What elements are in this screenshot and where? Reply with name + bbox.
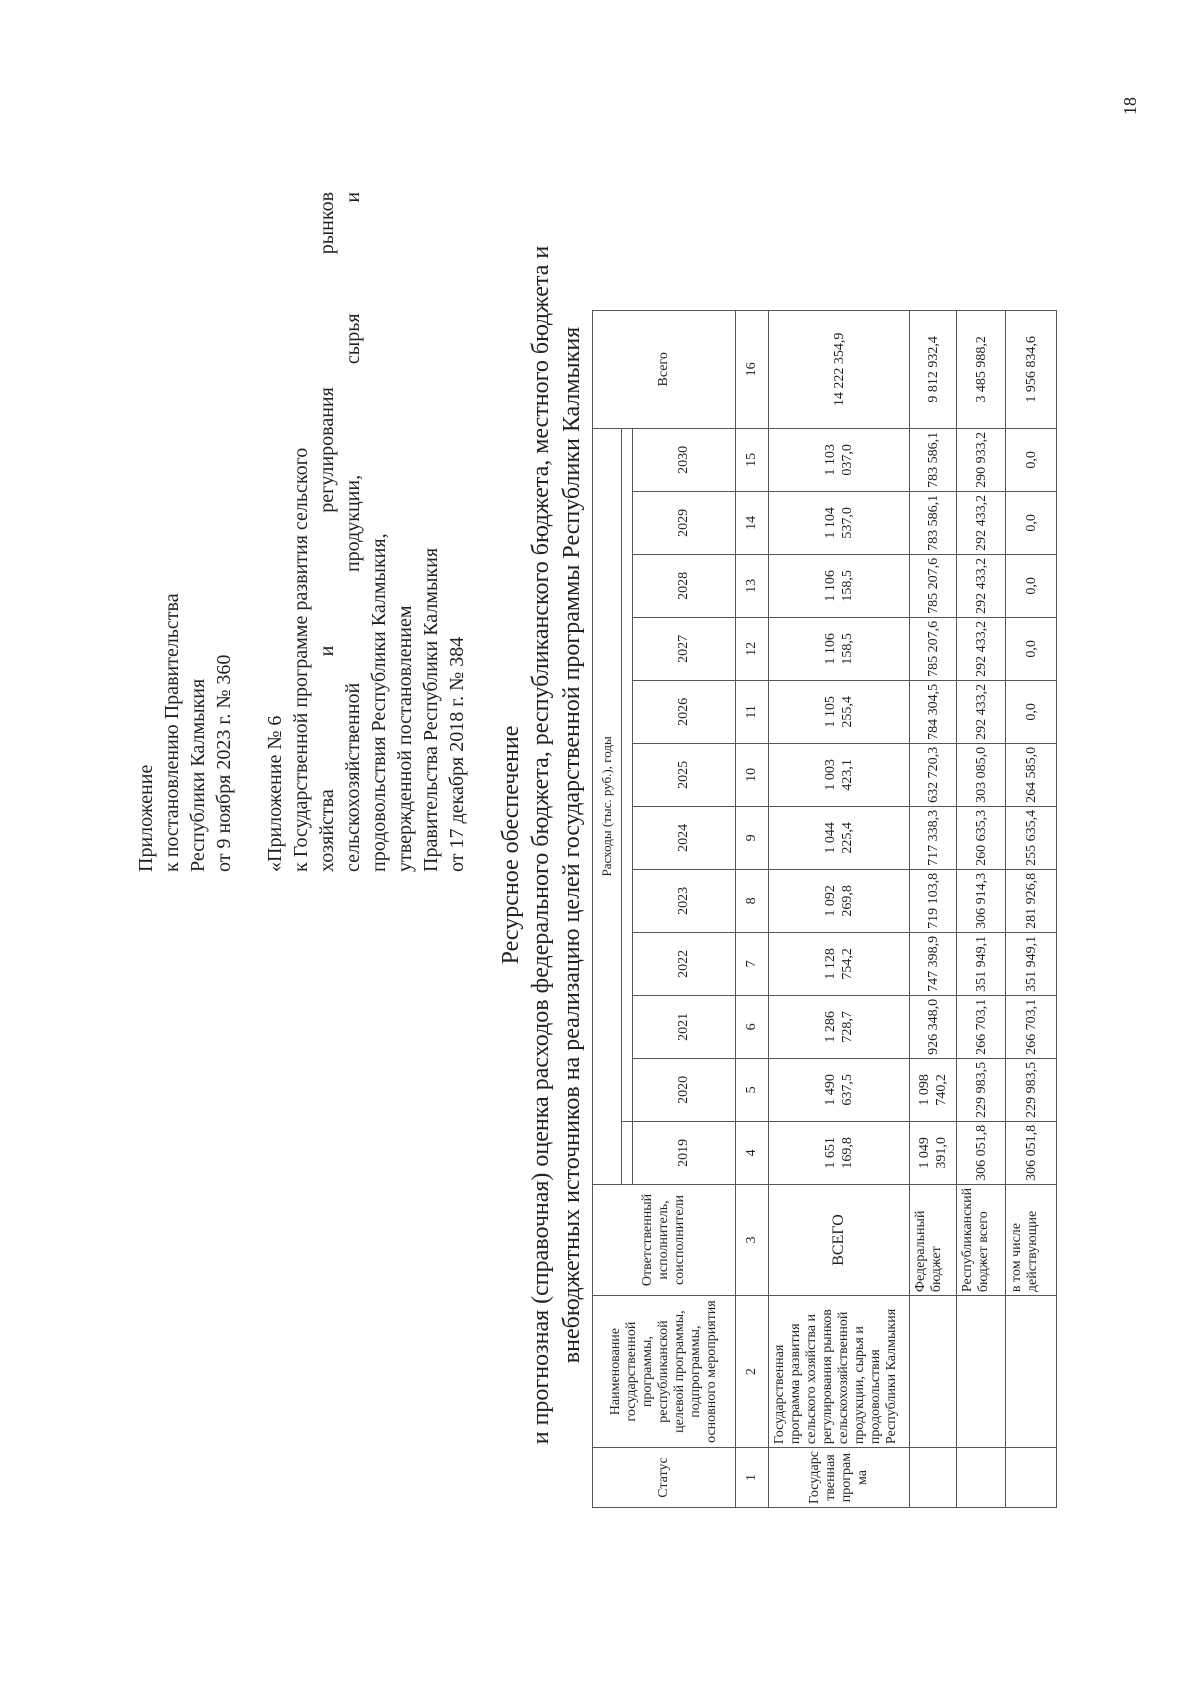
column-number: 13 [736,554,769,617]
value-cell: 292 433,2 [957,680,1006,743]
year-cell: 2021 [633,995,736,1058]
word: и [316,645,338,657]
value-cell: 783 586,1 [910,491,957,554]
value-cell: 785 207,6 [910,617,957,680]
document-title [496,130,588,1560]
column-number: 2 [736,1296,769,1448]
value-cell: 1 128 754,2 [769,932,910,995]
value-cell: 1 106 158,5 [769,617,910,680]
value-cell: 632 720,3 [910,743,957,806]
year-cell: 2022 [633,932,736,995]
total-cell: 3 485 988,2 [957,310,1006,428]
column-number: 15 [736,428,769,491]
value-cell: 784 304,5 [910,680,957,743]
column-number: 10 [736,743,769,806]
title-line-3: внебюджетных источников на реализацию целей государственной программы Республики Калмыкия [559,326,585,1364]
year-cell: 2024 [633,806,736,869]
year-cell: 2028 [633,554,736,617]
table-row [1006,310,1057,1507]
value-cell: 306 051,8 [1006,1121,1057,1184]
column-number-row [736,310,769,1507]
year-cell: 2029 [633,491,736,554]
value-cell: 351 949,1 [957,932,1006,995]
value-cell: 266 703,1 [957,995,1006,1058]
value-cell: 292 433,2 [957,491,1006,554]
value-cell: 0,0 [1006,680,1057,743]
value-cell: 260 635,3 [957,806,1006,869]
total-cell: 9 812 932,4 [910,310,957,428]
status-cell: Государс твенная програм ма [769,1448,910,1508]
appendix6-line: Правительства Республики Калмыкия [420,547,442,872]
appendix6-line: к Государственной программе развития сельского [290,447,312,872]
column-number: 5 [736,1058,769,1121]
appendix6-line: продовольствия Республики Калмыкия, [368,533,390,872]
appendix-block [133,192,237,872]
year-cell: 2025 [633,743,736,806]
title-line-2: и прогнозная (справочная) оценка расходов федерального бюджета, республиканского бюджета, местного бюджета и [528,245,554,1445]
column-number: 7 [736,932,769,995]
name-cell [1006,1296,1057,1448]
year-cell: 2027 [633,617,736,680]
word: хозяйства [316,789,338,872]
value-cell: 306 051,8 [957,1121,1006,1184]
status-cell [910,1448,957,1508]
value-cell: 1 286 728,7 [769,995,910,1058]
appendix6-line-justified [340,192,366,872]
column-number: 14 [736,491,769,554]
appendix6-line-justified [314,192,340,872]
word: рынков [316,191,338,255]
name-cell: Государственная программа развития сельского хозяйства и регулирования рынков сельскохозяйственной продукции, сырья и продовольствия Республики Калмыкия [769,1296,910,1448]
year-cell: 2019 [633,1121,736,1184]
table-row [769,310,910,1507]
year-cell: 2030 [633,428,736,491]
word: регулирования [316,387,338,513]
appendix6-title: «Приложение № 6 [264,715,286,872]
value-cell: 292 433,2 [957,617,1006,680]
value-cell: 1 106 158,5 [769,554,910,617]
value-cell: 1 098 740,2 [910,1058,957,1121]
column-number: 8 [736,869,769,932]
column-number: 12 [736,617,769,680]
appendix-6-block [262,192,470,872]
value-cell: 1 049 391,0 [910,1121,957,1184]
status-cell [1006,1448,1057,1508]
executor-cell: ВСЕГО [769,1184,910,1295]
title-line-1: Ресурсное обеспечение [498,725,524,965]
value-cell: 717 338,3 [910,806,957,869]
year-cell: 2023 [633,869,736,932]
value-cell: 303 085,0 [957,743,1006,806]
total-cell: 1 956 834,6 [1006,310,1057,428]
value-cell: 229 983,5 [957,1058,1006,1121]
value-cell: 783 586,1 [910,428,957,491]
total-cell: 14 222 354,9 [769,310,910,428]
value-cell: 1 003 423,1 [769,743,910,806]
column-number: 1 [736,1448,769,1508]
header-status: Статус [593,1448,736,1508]
value-cell: 0,0 [1006,617,1057,680]
value-cell: 719 103,8 [910,869,957,932]
executor-cell: Республиканский бюджет всего [957,1184,1006,1295]
value-cell: 1 103 037,0 [769,428,910,491]
word: продукции, [342,474,364,573]
table-row [910,310,957,1507]
value-cell: 351 949,1 [1006,932,1057,995]
value-cell: 1 044 225,4 [769,806,910,869]
name-cell [957,1296,1006,1448]
value-cell: 785 207,6 [910,554,957,617]
value-cell: 926 348,0 [910,995,957,1058]
value-cell: 747 398,9 [910,932,957,995]
year-cell: 2026 [633,680,736,743]
value-cell: 0,0 [1006,428,1057,491]
executor-cell: Федеральный бюджет [910,1184,957,1295]
value-cell: 1 651 169,8 [769,1121,910,1184]
value-cell: 306 914,3 [957,869,1006,932]
name-cell [910,1296,957,1448]
resource-table [592,310,1057,1508]
word: сельскохозяйственной [342,682,364,872]
value-cell: 0,0 [1006,554,1057,617]
value-cell: 264 585,0 [1006,743,1057,806]
value-cell: 255 635,4 [1006,806,1057,869]
header-expenses: Расходы (тыс. руб.), годы [593,428,622,1184]
column-number: 9 [736,806,769,869]
value-cell: 229 983,5 [1006,1058,1057,1121]
column-number: 6 [736,995,769,1058]
year-cell: 2020 [633,1058,736,1121]
value-cell: 281 926,8 [1006,869,1057,932]
column-number: 16 [736,310,769,428]
executor-cell: в том числе действующие [1006,1184,1057,1295]
appendix-line: Республики Калмыкия [187,678,209,872]
page-number: 18 [1120,97,1140,115]
header-pad-cell [622,1121,633,1184]
status-cell [957,1448,1006,1508]
appendix-line: от 9 ноября 2023 г. № 360 [213,654,235,872]
value-cell: 292 433,2 [957,554,1006,617]
column-number: 3 [736,1184,769,1295]
header-row [593,310,622,1507]
value-cell: 0,0 [1006,491,1057,554]
header-total: Всего [593,310,736,428]
header-pad-cell [622,428,633,1121]
column-number: 11 [736,680,769,743]
appendix6-line: утвержденной постановлением [394,605,416,872]
appendix6-line: от 17 декабря 2018 г. № 384 [446,636,468,872]
word: и [342,191,364,203]
appendix-line: Приложение [135,764,157,872]
value-cell: 1 490 637,5 [769,1058,910,1121]
table-row [957,310,1006,1507]
value-cell: 1 092 269,8 [769,869,910,932]
word: сырья [342,313,364,365]
value-cell: 1 105 255,4 [769,680,910,743]
header-executor: Ответственный исполнитель, соисполнители [593,1184,736,1295]
value-cell: 1 104 537,0 [769,491,910,554]
column-number: 4 [736,1121,769,1184]
value-cell: 266 703,1 [1006,995,1057,1058]
value-cell: 290 933,2 [957,428,1006,491]
appendix-line: к постановлению Правительства [161,593,183,872]
header-name: Наименование государственной программы, республиканской целевой программы, подпрограммы, основного мероприятия [593,1296,736,1448]
rotated-content [30,80,1180,1680]
